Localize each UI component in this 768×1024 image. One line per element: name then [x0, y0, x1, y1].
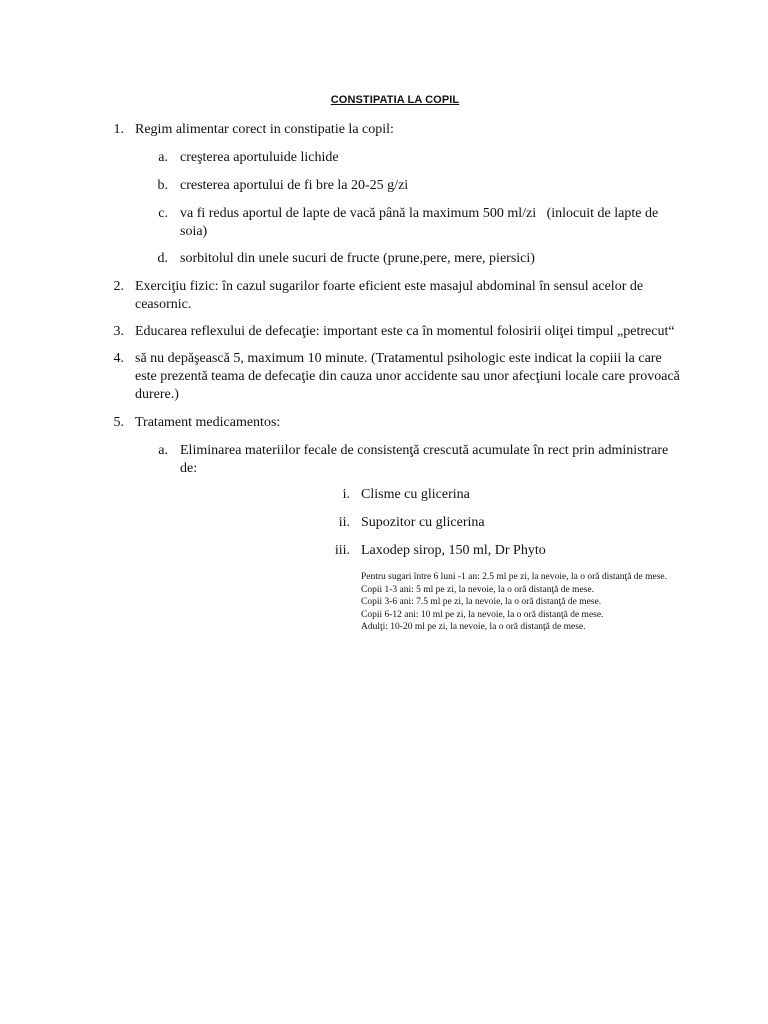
- list-text: Regim alimentar corect in constipatie la copil:: [135, 122, 394, 137]
- dosage-line: Copii 1-3 ani: 5 ml pe zi, la nevoie, la o oră distanţă de mese.: [361, 584, 594, 595]
- list-number: 3.: [113, 324, 124, 339]
- list-text: Exerciţiu fizic: în cazul sugarilor foarte eficient este masajul abdominal în sensul acelor de ceasornic.: [135, 279, 644, 312]
- list-text: Laxodep sirop, 150 ml, Dr Phyto: [361, 543, 546, 558]
- list-number: 2.: [113, 279, 124, 294]
- list-number: iii.: [334, 543, 350, 558]
- dosage-line: Copii 3-6 ani: 7.5 ml pe zi, la nevoie, la o oră distanţă de mese.: [361, 597, 602, 607]
- list-number: c.: [158, 206, 168, 221]
- list-number: 5.: [113, 415, 124, 430]
- list-number: a.: [158, 150, 168, 165]
- dosage-notes: [361, 571, 671, 634]
- dosage-line: Copii 6-12 ani: 10 ml pe zi, la nevoie, la o oră distanţă de mese.: [361, 609, 604, 620]
- dosage-line: Adulţi: 10-20 ml pe zi, la nevoie, la o oră distanţă de mese.: [361, 622, 586, 632]
- page-title: CONSTIPATIA LA COPIL: [330, 94, 460, 106]
- list-text: cresterea aportului de fi bre la 20-25 g/zi: [180, 178, 409, 193]
- list-text: Supozitor cu glicerina: [361, 515, 485, 530]
- list-number: 4.: [113, 351, 124, 366]
- list-number: 1.: [113, 122, 124, 137]
- list-text: Tratament medicamentos:: [135, 415, 281, 430]
- list-text: sorbitolul din unele sucuri de fructe (prune,pere, mere, piersici): [180, 251, 535, 266]
- list-number: i.: [342, 487, 350, 502]
- list-text: creşterea aportuluide lichide: [180, 150, 339, 165]
- list-number: ii.: [338, 515, 350, 530]
- list-text: Educarea reflexului de defecaţie: important este ca în momentul folosirii oliţei timpul „petrecut“: [135, 324, 675, 339]
- list-text: Eliminarea materiilor fecale de consistenţă crescută acumulate în rect prin administrare de:: [180, 443, 669, 476]
- list-number: d.: [157, 251, 168, 266]
- list-text: Clisme cu glicerina: [361, 487, 470, 502]
- list-text: va fi redus aportul de lapte de vacă până la maximum 500 ml/zi (inlocuit de lapte de soia): [180, 206, 662, 239]
- list-number: a.: [158, 443, 168, 458]
- dosage-line: Pentru sugari între 6 luni -1 an: 2.5 ml pe zi, la nevoie, la o oră distanţă de mese.: [361, 572, 668, 582]
- list-number: b.: [157, 178, 168, 193]
- list-text: să nu depăşească 5, maximum 10 minute. (Tratamentul psihologic este indicat la copiii la care este prezentă teama de defecaţie din cauza unor accidente sau unor afecţiuni locale care provoacă durere.): [135, 351, 680, 402]
